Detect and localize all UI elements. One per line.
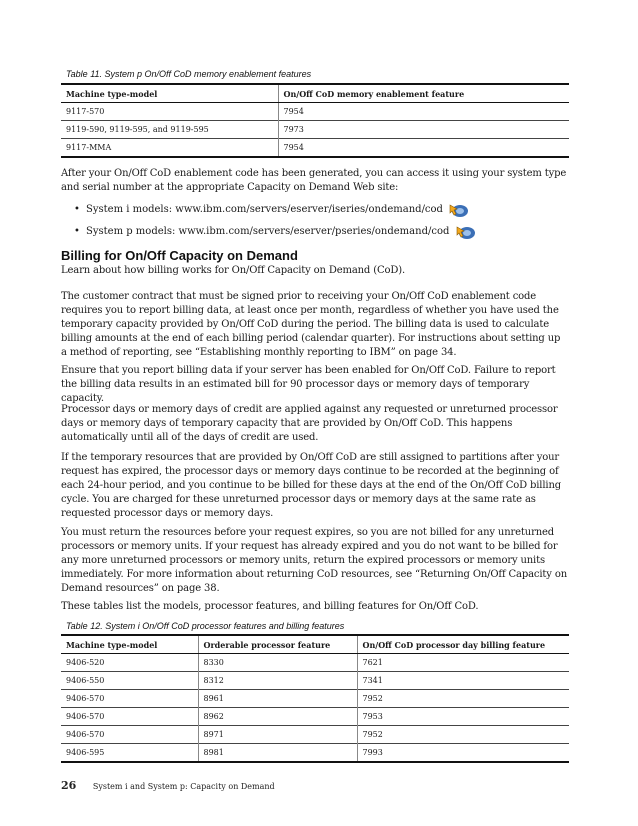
table-cell: 7952 xyxy=(357,726,569,744)
table11 xyxy=(61,83,569,158)
table-cell: 7954 xyxy=(278,103,569,121)
table12-header-cell: Orderable processor feature xyxy=(198,635,357,654)
external-link-icon[interactable] xyxy=(455,223,477,241)
paragraph: Ensure that you report billing data if your server has been enabled for On/Off CoD. Failure to report the billing data results in an estimated bill for 90 processor days or memory days of temporary capacity. xyxy=(61,365,556,404)
table-cell: 7341 xyxy=(357,672,569,690)
paragraph: The customer contract that must be signed prior to receiving your On/Off CoD enablement code requires you to report billing data, at least once per month, regardless of whether you have used the temporary capacity provided by On/Off CoD during the period. The billing data is used to calculate billing amounts at the end of each billing period (calendar quarter). For instructions about setting up a method of reporting, see “Establishing monthly reporting to IBM” on page 34. xyxy=(61,291,561,358)
table-cell: 7954 xyxy=(278,139,569,158)
table-cell: 8962 xyxy=(198,708,357,726)
table-row xyxy=(61,744,569,763)
external-link-icon[interactable] xyxy=(448,201,470,219)
table-cell: 8981 xyxy=(198,744,357,763)
website-link[interactable]: System i models: www.ibm.com/servers/eserver/iseries/ondemand/cod xyxy=(86,204,443,215)
table-cell: 7952 xyxy=(357,690,569,708)
list-item xyxy=(86,221,477,243)
table-cell: 8961 xyxy=(198,690,357,708)
table12-caption: Table 12. System i On/Off CoD processor features and billing features xyxy=(66,621,345,631)
page-footer xyxy=(61,779,275,792)
table-cell: 7621 xyxy=(357,654,569,672)
table-row xyxy=(61,708,569,726)
table-row xyxy=(61,654,569,672)
paragraph: Learn about how billing works for On/Off Capacity on Demand (CoD). xyxy=(61,265,405,276)
table-row xyxy=(61,139,569,158)
table-cell: 9406-570 xyxy=(61,708,198,726)
section-heading: Billing for On/Off Capacity on Demand xyxy=(61,248,298,263)
paragraph: These tables list the models, processor features, and billing features for On/Off CoD. xyxy=(61,601,479,612)
website-link[interactable]: System p models: www.ibm.com/servers/eserver/pseries/ondemand/cod xyxy=(86,226,450,237)
table-cell: 8971 xyxy=(198,726,357,744)
table11-header-row xyxy=(61,84,569,103)
table-cell: 8312 xyxy=(198,672,357,690)
table11-header-cell: On/Off CoD memory enablement feature xyxy=(278,84,569,103)
table-cell: 9117-MMA xyxy=(61,139,278,158)
table-cell: 8330 xyxy=(198,654,357,672)
footer-title: System i and System p: Capacity on Demand xyxy=(92,782,275,791)
table-cell: 9406-520 xyxy=(61,654,198,672)
paragraph: Processor days or memory days of credit are applied against any requested or unreturned processor days or memory days of temporary capacity that are provided by On/Off CoD. This happens automatically until all of the days of credit are used. xyxy=(61,404,558,443)
table11-header-cell: Machine type-model xyxy=(61,84,278,103)
table-row xyxy=(61,672,569,690)
table-cell: 7953 xyxy=(357,708,569,726)
paragraph: You must return the resources before your request expires, so you are not billed for any unreturned processors or memory units. If your request has already expired and you do not want to be billed for any more unreturned processors or memory units, return the expired processors or memory units immediately. For more information about returning CoD resources, see “Returning On/Off Capacity on Demand resources” on page 38. xyxy=(61,527,567,594)
table-row xyxy=(61,726,569,744)
table-row xyxy=(61,103,569,121)
list-item xyxy=(86,199,477,221)
table-cell: 7993 xyxy=(357,744,569,763)
table-row xyxy=(61,690,569,708)
table12-header-cell: Machine type-model xyxy=(61,635,198,654)
table-cell: 9406-550 xyxy=(61,672,198,690)
intro-paragraph: After your On/Off CoD enablement code has been generated, you can access it using your system type and serial number at the appropriate Capacity on Demand Web site: xyxy=(61,168,567,193)
table12-header-cell: On/Off CoD processor day billing feature xyxy=(357,635,569,654)
table11-caption: Table 11. System p On/Off CoD memory enablement features xyxy=(66,69,312,79)
table-cell: 7973 xyxy=(278,121,569,139)
table12 xyxy=(61,634,569,763)
table-row xyxy=(61,121,569,139)
table-cell: 9117-570 xyxy=(61,103,278,121)
table12-header-row xyxy=(61,635,569,654)
paragraph: If the temporary resources that are provided by On/Off CoD are still assigned to partitions after your request has expired, the processor days or memory days continue to be recorded at the beginning of each 24-hour period, and you continue to be billed for these days at the end of the On/Off CoD billing cycle. You are charged for these unreturned processor days or memory days at the same rate as requested processor days or memory days. xyxy=(61,452,561,519)
table-cell: 9406-570 xyxy=(61,690,198,708)
table-cell: 9406-595 xyxy=(61,744,198,763)
page-number: 26 xyxy=(61,779,77,792)
table-cell: 9119-590, 9119-595, and 9119-595 xyxy=(61,121,278,139)
table-cell: 9406-570 xyxy=(61,726,198,744)
website-list xyxy=(86,199,477,243)
